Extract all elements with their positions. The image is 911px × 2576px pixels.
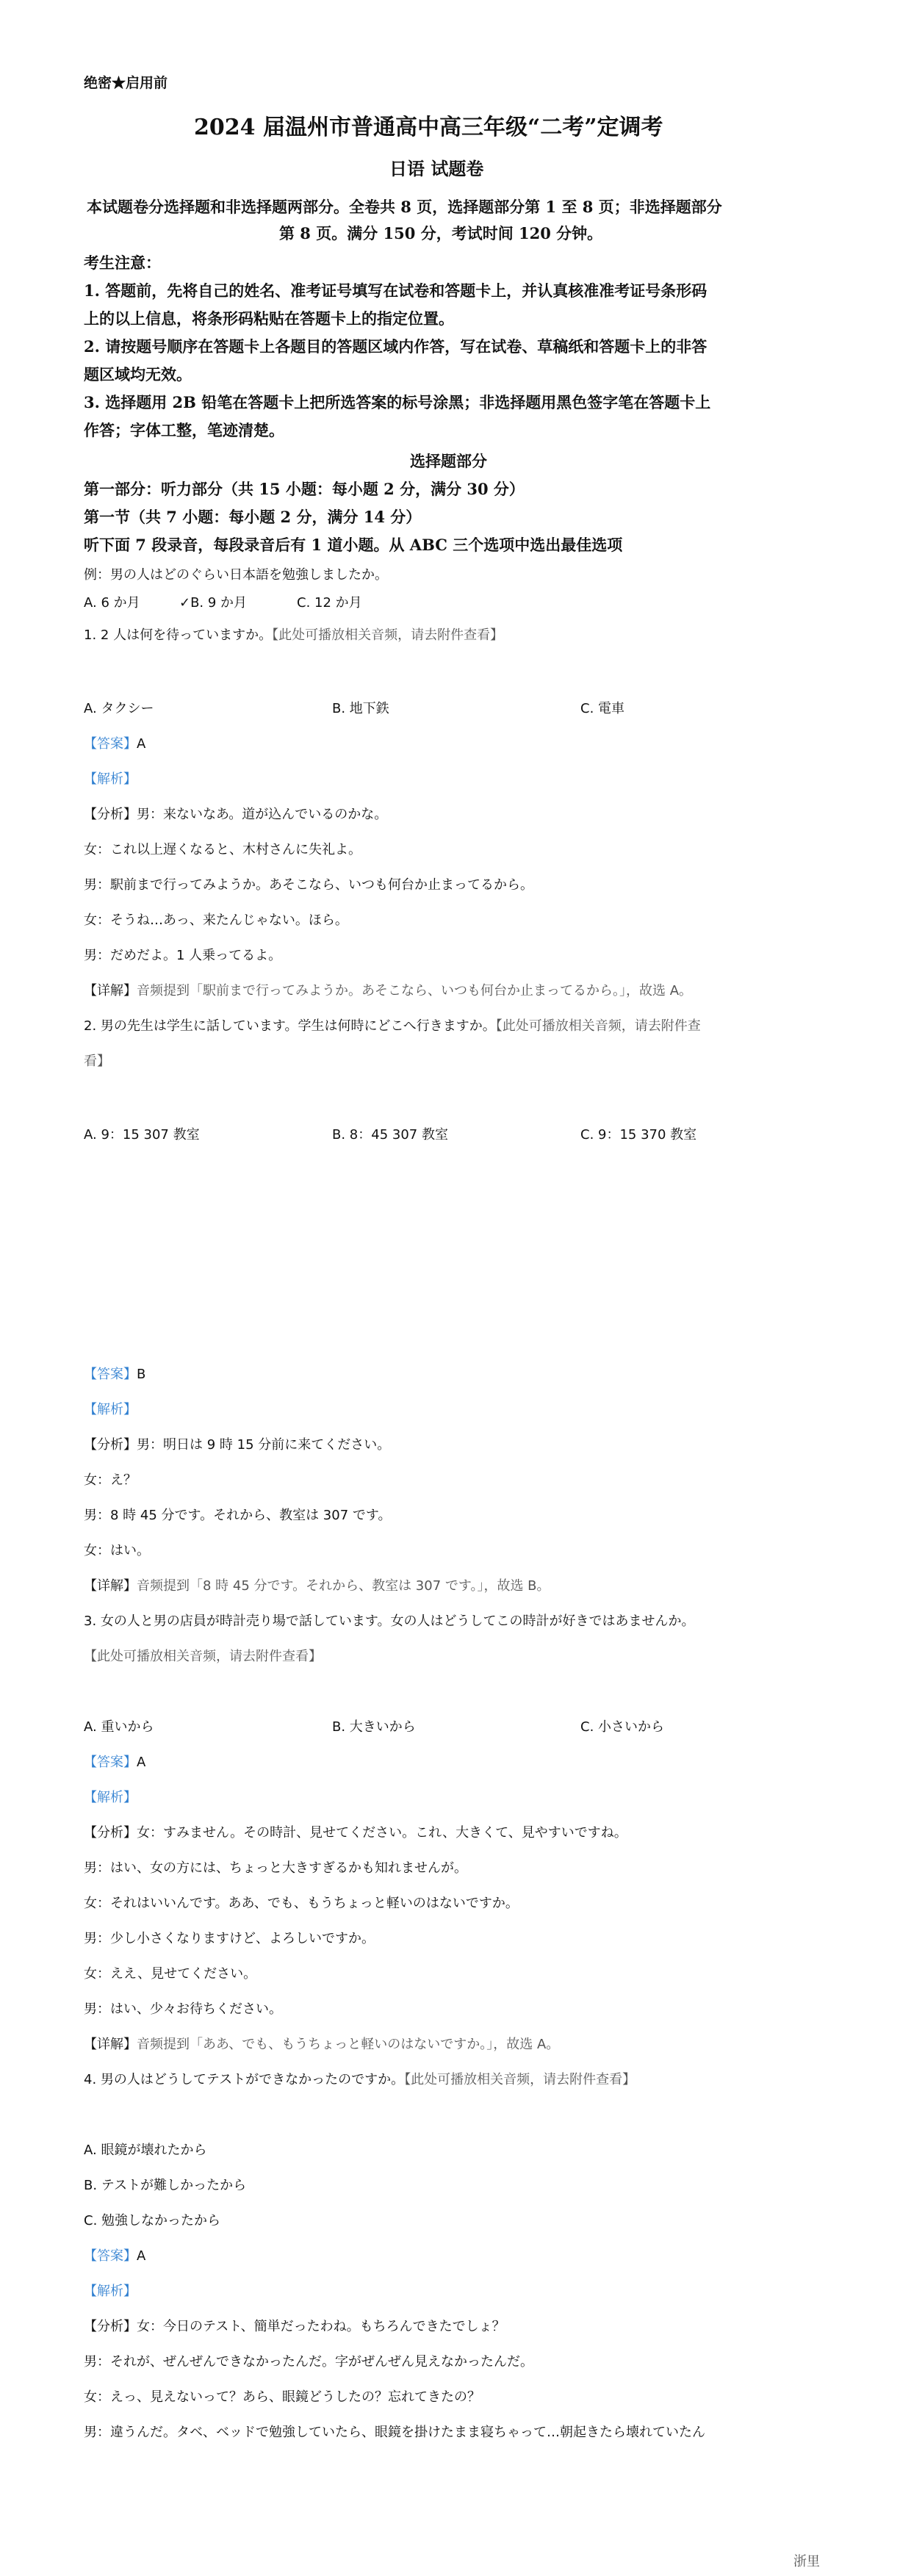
page-subtitle: 日语 试题卷	[389, 158, 484, 179]
section-part1: 第一部分：听力部分（共 15 小题：每小题 2 分，满分 30 分）	[84, 480, 525, 498]
q3-audio: 【此处可播放相关音频，请去附件查看】	[84, 1649, 322, 1664]
q4-analysis-label: 【解析】	[84, 2284, 137, 2299]
secret-label: 绝密★启用前	[84, 75, 168, 91]
q3-dialogue-3: 女：それはいいんです。ああ、でも、もうちょっと軽いのはないですか。	[84, 1896, 519, 1911]
q3-detail: 【详解】音频提到「ああ、でも、もうちょっと軽いのはないですか。」，故选 A。	[84, 2037, 560, 2052]
q1-detail: 【详解】音频提到「駅前まで行ってみようか。あそこなら、いつも何台か止まってるから。」，故选 A。	[84, 983, 693, 999]
intro-line-2: 第 8 页。满分 150 分，考试时间 120 分钟。	[279, 224, 603, 242]
q1-option-c: C. 電車	[580, 701, 625, 716]
section-instructions: 听下面 7 段录音，每段录音后有 1 道小题。从 ABC 三个选项中选出最佳选项	[84, 536, 623, 554]
note-3b: 作答；字体工整，笔迹清楚。	[84, 421, 284, 439]
q2-dialogue-1: 【分析】男：明日は 9 時 15 分前に来てください。	[84, 1437, 391, 1453]
q1-option-b: B. 地下鉄	[332, 701, 389, 716]
q4-dialogue-3: 女：えっ、見えないって？あら、眼鏡どうしたの？忘れてきたの？	[84, 2389, 480, 2405]
q4-stem: 4. 男の人はどうしてテストができなかったのですか。【此处可播放相关音频，请去附件查看】	[84, 2072, 636, 2087]
q4-answer: 【答案】A	[84, 2248, 146, 2264]
q2-stem: 2. 男の先生は学生に話しています。学生は何時にどこへ行きますか。【此处可播放相关音频，请去附件查	[84, 1018, 701, 1034]
q2-option-a: A. 9：15 307 教室	[84, 1127, 200, 1143]
note-2b: 题区域均无效。	[84, 365, 192, 384]
q1-dialogue-1: 【分析】男：来ないなあ。道が込んでいるのかな。	[84, 807, 388, 822]
q1-stem: 1. 2 人は何を待っていますか。【此处可播放相关音频，请去附件查看】	[84, 627, 504, 643]
q3-stem: 3. 女の人と男の店員が時計売り場で話しています。女の人はどうしてこの時計が好きではあませんか。	[84, 1613, 695, 1629]
section-sec1: 第一节（共 7 小题：每小题 2 分，满分 14 分）	[84, 508, 422, 526]
q2-answer: 【答案】B	[84, 1367, 146, 1382]
q4-dialogue-4: 男：違うんだ。タベ、ベッドで勉強していたら、眼鏡を掛けたまま寝ちゃって…朝起きたら壊れていたん	[84, 2425, 705, 2440]
q3-dialogue-1: 【分析】女：すみません。その時計、見せてください。これ、大きくて、見やすいですね。	[84, 1825, 627, 1841]
q3-dialogue-2: 男：はい、女の方には、ちょっと大きすぎるかも知れませんが。	[84, 1860, 467, 1876]
q3-option-b: B. 大きいから	[332, 1719, 416, 1735]
q2-detail: 【详解】音频提到「8 時 45 分です。それから、教室は 307 です。」，故选 B。	[84, 1578, 550, 1594]
q3-dialogue-4: 男：少し小さくなりますけど、よろしいですか。	[84, 1931, 375, 1946]
q4-dialogue-2: 男：それが、ぜんぜんできなかったんだ。字がぜんぜん見えなかったんだ。	[84, 2354, 533, 2370]
q4-dialogue-1: 【分析】女：今日のテスト、簡単だったわね。もちろんできたでしょ？	[84, 2319, 505, 2334]
page-title: 2024 届温州市普通高中高三年级“二考”定调考	[194, 115, 663, 140]
q1-dialogue-3: 男：駅前まで行ってみようか。あそこなら、いつも何台か止まってるから。	[84, 877, 533, 893]
note-2a: 2. 请按题号顺序在答题卡上各题目的答题区域内作答，写在试卷、草稿纸和答题卡上的非答	[84, 337, 707, 356]
q4-option-b: B. テストが難しかったから	[84, 2178, 247, 2193]
q3-answer: 【答案】A	[84, 1755, 146, 1770]
notes-heading: 考生注意：	[84, 253, 161, 272]
q3-option-a: A. 重いから	[84, 1719, 154, 1735]
q1-dialogue-4: 女：そうね…あっ、来たんじゃない。ほら。	[84, 913, 348, 928]
q1-dialogue-5: 男：だめだよ。1 人乗ってるよ。	[84, 948, 282, 963]
q3-option-c: C. 小さいから	[580, 1719, 665, 1735]
q4-option-a: A. 眼鏡が壊れたから	[84, 2143, 207, 2158]
section-choice: 选择题部分	[410, 452, 487, 470]
q2-option-c: C. 9：15 370 教室	[580, 1127, 697, 1143]
q2-analysis-label: 【解析】	[84, 1402, 137, 1417]
q2-audio-cont: 看】	[84, 1054, 110, 1069]
example-option-a: A. 6 か月	[84, 595, 140, 611]
example-question: 例：男の人はどのぐらい日本語を勉強しましたか。	[84, 567, 388, 583]
example-option-b: ✓B. 9 か月	[179, 595, 248, 611]
note-1b: 上的以上信息，将条形码粘贴在答题卡上的指定位置。	[84, 309, 454, 328]
q2-dialogue-3: 男：8 時 45 分です。それから、教室は 307 です。	[84, 1508, 392, 1523]
q3-dialogue-5: 女：ええ、見せてください。	[84, 1966, 257, 1982]
example-option-c: C. 12 か月	[297, 595, 362, 611]
q1-dialogue-2: 女：これ以上遅くなると、木村さんに失礼よ。	[84, 842, 361, 857]
q3-dialogue-6: 男：はい、少々お待ちください。	[84, 2001, 282, 2017]
q3-analysis-label: 【解析】	[84, 1790, 137, 1805]
q2-dialogue-2: 女：え？	[84, 1472, 137, 1488]
q1-option-a: A. タクシー	[84, 701, 154, 716]
q4-option-c: C. 勉強しなかったから	[84, 2213, 221, 2228]
q2-dialogue-4: 女：はい。	[84, 1543, 150, 1558]
footer-mark: 浙里	[793, 2554, 820, 2569]
note-1a: 1. 答题前，先将自己的姓名、准考证号填写在试卷和答题卡上，并认真核准准考证号条形码	[84, 281, 707, 300]
q1-analysis-label: 【解析】	[84, 771, 137, 787]
intro-line-1: 本试题卷分选择题和非选择题两部分。全卷共 8 页，选择题部分第 1 至 8 页；非选择题部分	[87, 198, 722, 216]
q1-answer: 【答案】A	[84, 736, 146, 752]
note-3a: 3. 选择题用 2B 铅笔在答题卡上把所选答案的标号涂黑；非选择题用黑色签字笔在答题卡上	[84, 393, 711, 411]
q2-option-b: B. 8：45 307 教室	[332, 1127, 448, 1143]
